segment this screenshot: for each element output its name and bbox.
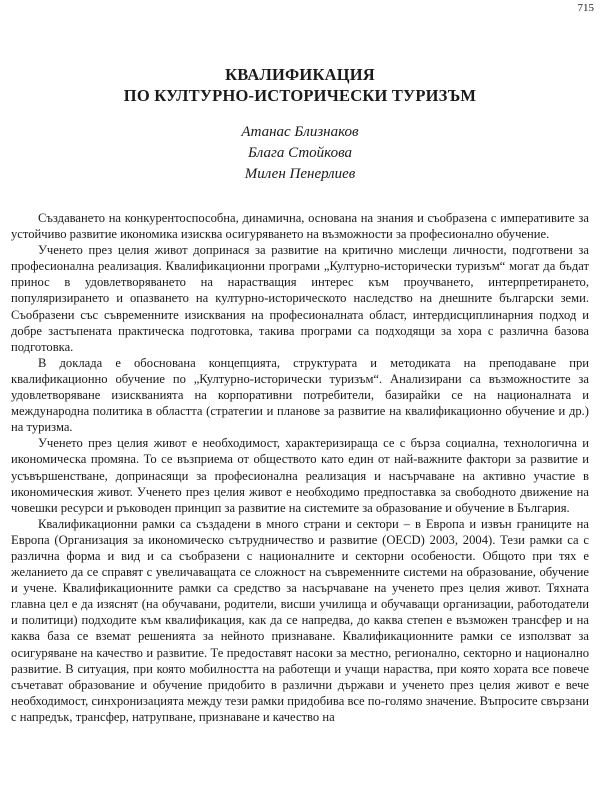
article-title [0,64,600,106]
article-body [11,210,589,725]
body-paragraph: Създаването на конкурентоспособна, динамична, основана на знания и съобразена с императивите за устойчиво развитие икономика изисква осигуряването на възможности за професионално обучение. [11,211,589,242]
author-list [0,122,600,185]
title-line-1: КВАЛИФИКАЦИЯ [225,65,375,84]
author-name: Блага Стойкова [247,145,353,161]
body-paragraph: В доклада е обоснована концепцията, структурата и методиката на преподаване при квалификационно обучение по „Културно-исторически туризъм“. Анализирани са възможностите за удовлетворяване изискванията на корпоративни потребители, базирайки се на националната и международна политика в областта (стратегии и планове за развитие на квалификационно обучение и др.) на туризма. [11,355,589,435]
body-paragraph: Квалификационни рамки са създадени в много страни и сектори – в Европа и извън границите на Европа (Организация за икономическо сътрудничество и развитие (OECD) 2003, 2004). Тези рамки са с различна форма и вид и са съобразени с националните и секторни особености. Общото при тях е желанието да се справят с увеличаващата се сложност на съвременните системи на образование, обучение и учене. Квалификационните рамки са средство за насърчаване на ученето през целия живот. Тяхната главна цел е да изяснят (на обучавани, родители, висши училища и обучаващи организации, работодатели и политици) подходите към квалификация, как да се напредва, до каква степен е възможен трансфер и на каква база се вземат решенията за нейното признаване. Квалификационните рамки се използват за осигуряване на качество и развитие. Те предоставят насоки за местно, регионално, секторно и национално развитие. В ситуация, при която мобилността на работещи и учащи нараства, при която хората все повече съчетават образование и обучение придобито в различни държави и ученето през целия живот е вече необходимост, синхронизацията между тези рамки придобива все по-голямо значение. Въпросите свързани с напредък, трансфер, натрупване, признаване и качество на [11,516,589,724]
author-name: Атанас Близнаков [241,124,359,140]
title-line-2: ПО КУЛТУРНО-ИСТОРИЧЕСКИ ТУРИЗЪМ [123,86,477,105]
page-number: 715 [577,2,594,14]
body-paragraph: Ученето през целия живот допринася за развитие на критично мислещи личности, подготвени за професионална реализация. Квалификационни програми „Културно-исторически туризъм“ могат да бъдат принос в удовлетворяването на нарастващия интерес към проучването, интерпретирането, популяризирането и опазването на културно-историческото наследство на днешните български земи. Съобразени със съвременните изисквания на професионалната област, интердисциплинарния подход и добре застъпената практическа подготовка, такива програми са подходящи за хора с различна базова подготовка. [11,243,589,354]
author-name: Милен Пенерлиев [244,166,356,182]
body-paragraph: Ученето през целия живот е необходимост, характеризираща се с бърза социална, технологична и икономическа промяна. То се възприема от обществото като един от най-важните фактори за развитие и усъвършенстване, допринасящи за професионална реализация и насърчаване на активно участие в икономическия живот. Ученето през целия живот е необходимо предпоставка за свободното движение на човешки ресурси и ръководен принцип за развитие на системите за образование и обучение в България. [11,436,589,515]
